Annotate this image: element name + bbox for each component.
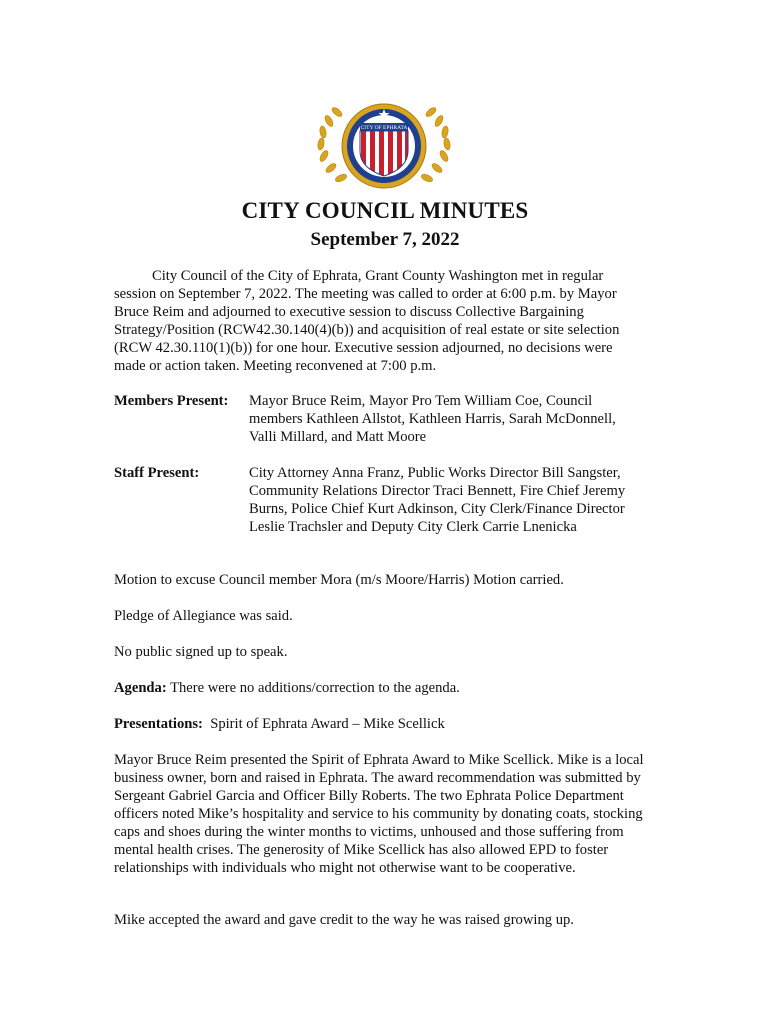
intro-paragraph: City Council of the City of Ephrata, Grant County Washington met in regular session on September 7, 2022. The meeting was called to order at 6:00 p.m. by Mayor Bruce Reim and adjourned to executive session to discuss Collective Bargaining Strategy/Position (RCW42.30.140(4)(b)) and acquisition of real estate or site selection (RCW 42.30.110(1)(b)) for one hour. Executive session adjourned, no decisions were made or action taken. Meeting reconvened at 7:00 p.m. [114, 268, 620, 374]
motion-text: Motion to excuse Council member Mora (m/s Moore/Harris) Motion carried. [114, 572, 564, 588]
public-comment-text: No public signed up to speak. [114, 644, 288, 660]
closing-paragraph: Mike accepted the award and gave credit to the way he was raised growing up. [114, 912, 574, 928]
staff-present-label: Staff Present: [114, 465, 200, 481]
meeting-date: September 7, 2022 [310, 229, 460, 250]
members-present-value: Mayor Bruce Reim, Mayor Pro Tem William Coe, Council members Kathleen Allstot, Kathleen Harris, Sarah McDonnell, Valli Millard, and Matt Moore [249, 393, 616, 445]
city-seal-logo [310, 96, 458, 196]
document-title: CITY COUNCIL MINUTES [241, 198, 529, 223]
presentations-label: Presentations: [114, 716, 203, 732]
agenda-line [114, 679, 644, 697]
staff-present-value: City Attorney Anna Franz, Public Works Director Bill Sangster, Community Relations Director Traci Bennett, Fire Chief Jeremy Burns, Police Chief Kurt Adkinson, City Clerk/Finance Director Leslie Trachsler and Deputy City Clerk Carrie Lnenicka [249, 465, 626, 535]
seal-ring-text: CITY OF EPHRATA [360, 125, 408, 131]
award-paragraph: Mayor Bruce Reim presented the Spirit of Ephrata Award to Mike Scellick. Mike is a local business owner, born and raised in Ephrata. The award recommendation was submitted by Sergeant Gabriel Garcia and Officer Billy Roberts. The two Ephrata Police Department officers noted Mike’s hospitality and service to his community by donating coats, stocking caps and shoes during the winter months to victims, unhoused and those suffering from mental health crises. The generosity of Mike Scellick has also allowed EPD to foster relationships with individuals who might not otherwise want to be cooperative. [114, 752, 644, 876]
agenda-label: Agenda: [114, 680, 167, 696]
agenda-text: There were no additions/correction to the agenda. [166, 680, 460, 696]
presentations-line [114, 715, 644, 733]
members-present-label: Members Present: [114, 393, 229, 409]
presentations-text: Spirit of Ephrata Award – Mike Scellick [202, 716, 445, 732]
pledge-text: Pledge of Allegiance was said. [114, 608, 293, 624]
